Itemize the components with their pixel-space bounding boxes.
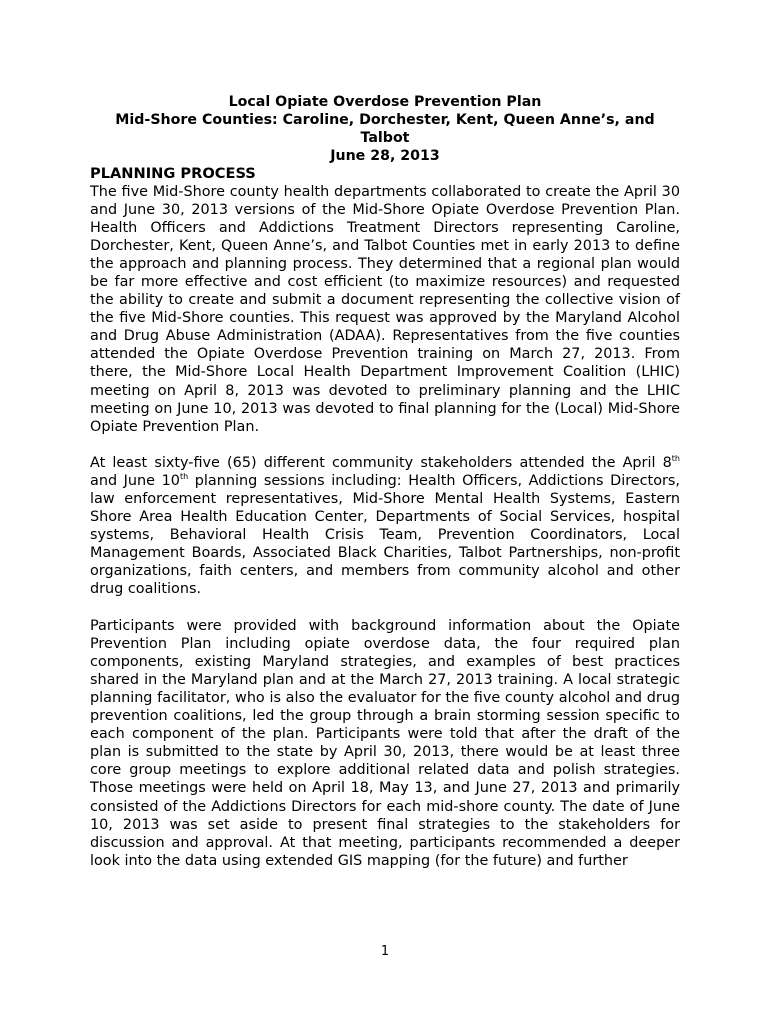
paragraph-2 [90, 454, 680, 598]
document-date: June 28, 2013 [330, 148, 440, 164]
paragraph-2-part-c: planning sessions including: Health Officers, Addictions Directors, law enforcement representatives, Mid-Shore Mental Health Systems, Eastern Shore Area Health Education Center, Departments of Social Services, hospital systems, Behavioral Health Crisis Team, Prevention Coordinators, Local Management Boards, Associated Black Charities, Talbot Partnerships, non-profit organizations, faith centers, and members from community alcohol and other drug coalitions. [90, 473, 680, 598]
superscript-th: th [671, 454, 680, 464]
section-heading: PLANNING PROCESS [90, 165, 256, 182]
page-content [90, 93, 680, 888]
paragraph-3: Participants were provided with background information about the Opiate Prevention Plan including opiate overdose data, the four required plan components, existing Maryland strategies, and examples of best practices shared in the Maryland plan and at the March 27, 2013 training. A local strategic planning facilitator, who is also the evaluator for the five county alcohol and drug prevention coalitions, led the group through a brain storming session specific to each component of the plan. Participants were told that after the draft of the plan is submitted to the state by April 30, 2013, there would be at least three core group meetings to explore additional related data and polish strategies. Those meetings were held on April 18, May 13, and June 27, 2013 and primarily consisted of the Addictions Directors for each mid-shore county. The date of June 10, 2013 was set aside to present final strategies to the stakeholders for discussion and approval. At that meeting, participants recommended a deeper look into the data using extended GIS mapping (for the future) and further [90, 618, 680, 869]
paragraph-2-part-b: and June 10 [90, 473, 180, 490]
document-subtitle: Mid-Shore Counties: Caroline, Dorchester, Kent, Queen Anne’s, and Talbot [115, 112, 655, 146]
paragraph-2-part-a: At least sixty-five (65) different community stakeholders attended the April 8 [90, 455, 672, 472]
superscript-th: th [179, 472, 189, 482]
paragraph-1: The five Mid-Shore county health departments collaborated to create the April 30 and June 30, 2013 versions of the Mid-Shore Opiate Overdose Prevention Plan. Health Officers and Addictions Treatment Directors representing Caroline, Dorchester, Kent, Queen Anne’s, and Talbot Counties met in early 2013 to define the approach and planning process. They determined that a regional plan would be far more effective and cost efficient (to maximize resources) and requested the ability to create and submit a document representing the collective vision of the five Mid-Shore counties. This request was approved by the Maryland Alcohol and Drug Abuse Administration (ADAA). Representatives from the five counties attended the Opiate Overdose Prevention training on March 27, 2013. From there, the Mid-Shore Local Health Department Improvement Coalition (LHIC) meeting on April 8, 2013 was devoted to preliminary planning and the LHIC meeting on June 10, 2013 was devoted to final planning for the (Local) Mid-Shore Opiate Prevention Plan. [90, 184, 680, 435]
page-number: 1 [380, 944, 390, 959]
document-title: Local Opiate Overdose Prevention Plan [228, 94, 542, 110]
